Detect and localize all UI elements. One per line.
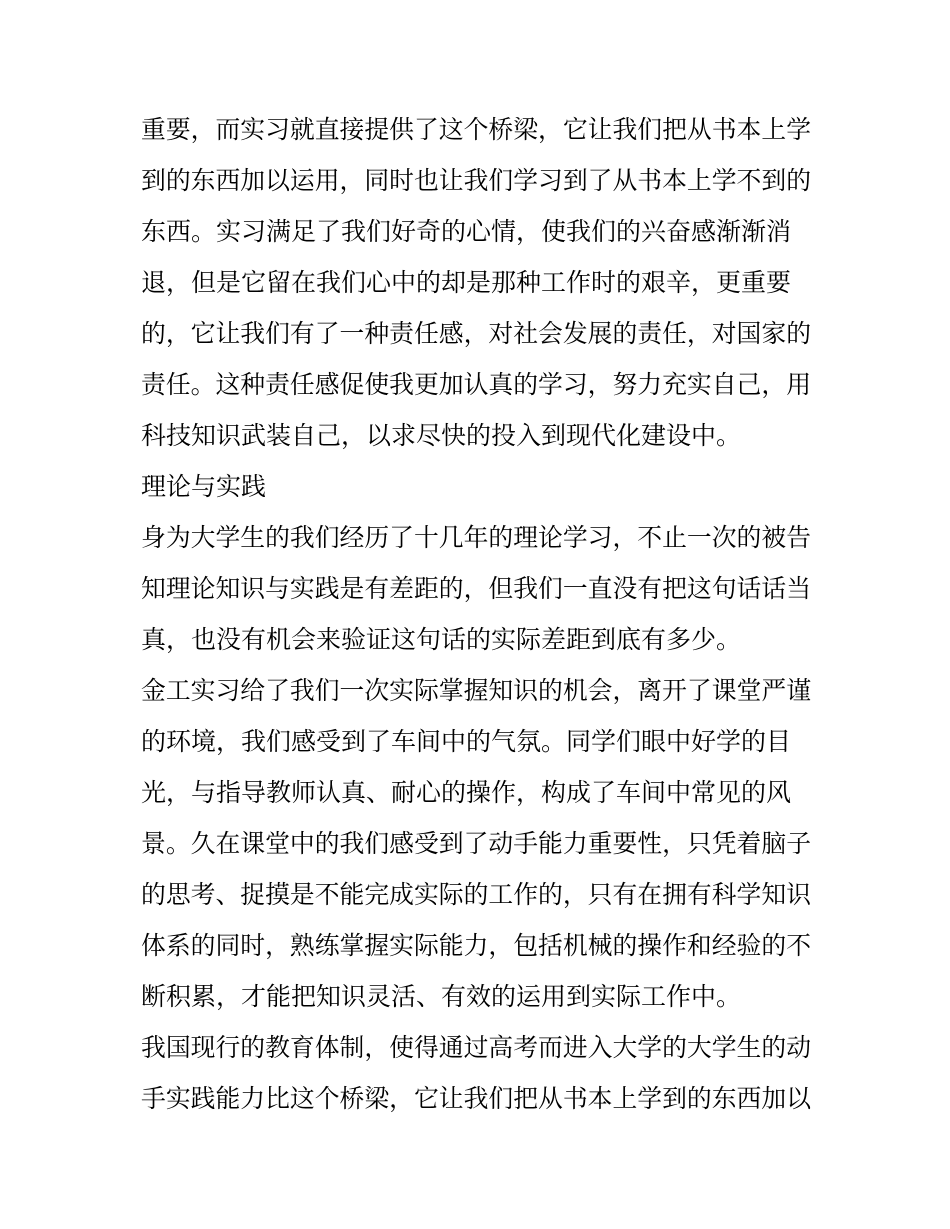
text-line: 体系的同时，熟练掌握实际能力，包括机械的操作和经验的不 — [141, 931, 812, 960]
text-line: 金工实习给了我们一次实际掌握知识的机会，离开了课堂严谨 — [141, 676, 812, 705]
text-line: 到的东西加以运用，同时也让我们学习到了从书本上学不到的 — [141, 166, 812, 195]
text-line: 真，也没有机会来验证这句话的实际差距到底有多少。 — [141, 625, 742, 654]
text-line: 景。久在课堂中的我们感受到了动手能力重要性，只凭着脑子 — [141, 829, 812, 858]
text-line: 退，但是它留在我们心中的却是那种工作时的艰辛，更重要 — [141, 268, 792, 297]
text-line: 我国现行的教育体制，使得通过高考而进入大学的大学生的动 — [141, 1033, 812, 1062]
text-line: 光，与指导教师认真、耐心的操作，构成了车间中常见的风 — [141, 778, 792, 807]
text-line: 的思考、捉摸是不能完成实际的工作的，只有在拥有科学知识 — [141, 880, 812, 909]
text-line: 的，它让我们有了一种责任感，对社会发展的责任，对国家的 — [141, 319, 812, 348]
text-line: 断积累，才能把知识灵活、有效的运用到实际工作中。 — [141, 982, 742, 1011]
section-heading: 理论与实践 — [141, 472, 267, 501]
text-line: 科技知识武装自己，以求尽快的投入到现代化建设中。 — [141, 421, 742, 450]
text-line: 身为大学生的我们经历了十几年的理论学习，不止一次的被告 — [141, 523, 812, 552]
text-line: 责任。这种责任感促使我更加认真的学习，努力充实自己，用 — [141, 370, 812, 399]
text-line: 知理论知识与实践是有差距的，但我们一直没有把这句话话当 — [141, 574, 812, 603]
text-line: 东西。实习满足了我们好奇的心情，使我们的兴奋感渐渐消 — [141, 217, 792, 246]
text-line: 重要，而实习就直接提供了这个桥梁，它让我们把从书本上学 — [141, 115, 812, 144]
text-line: 手实践能力比这个桥梁，它让我们把从书本上学到的东西加以 — [141, 1084, 812, 1113]
text-line: 的环境，我们感受到了车间中的气氛。同学们眼中好学的目 — [141, 727, 792, 756]
